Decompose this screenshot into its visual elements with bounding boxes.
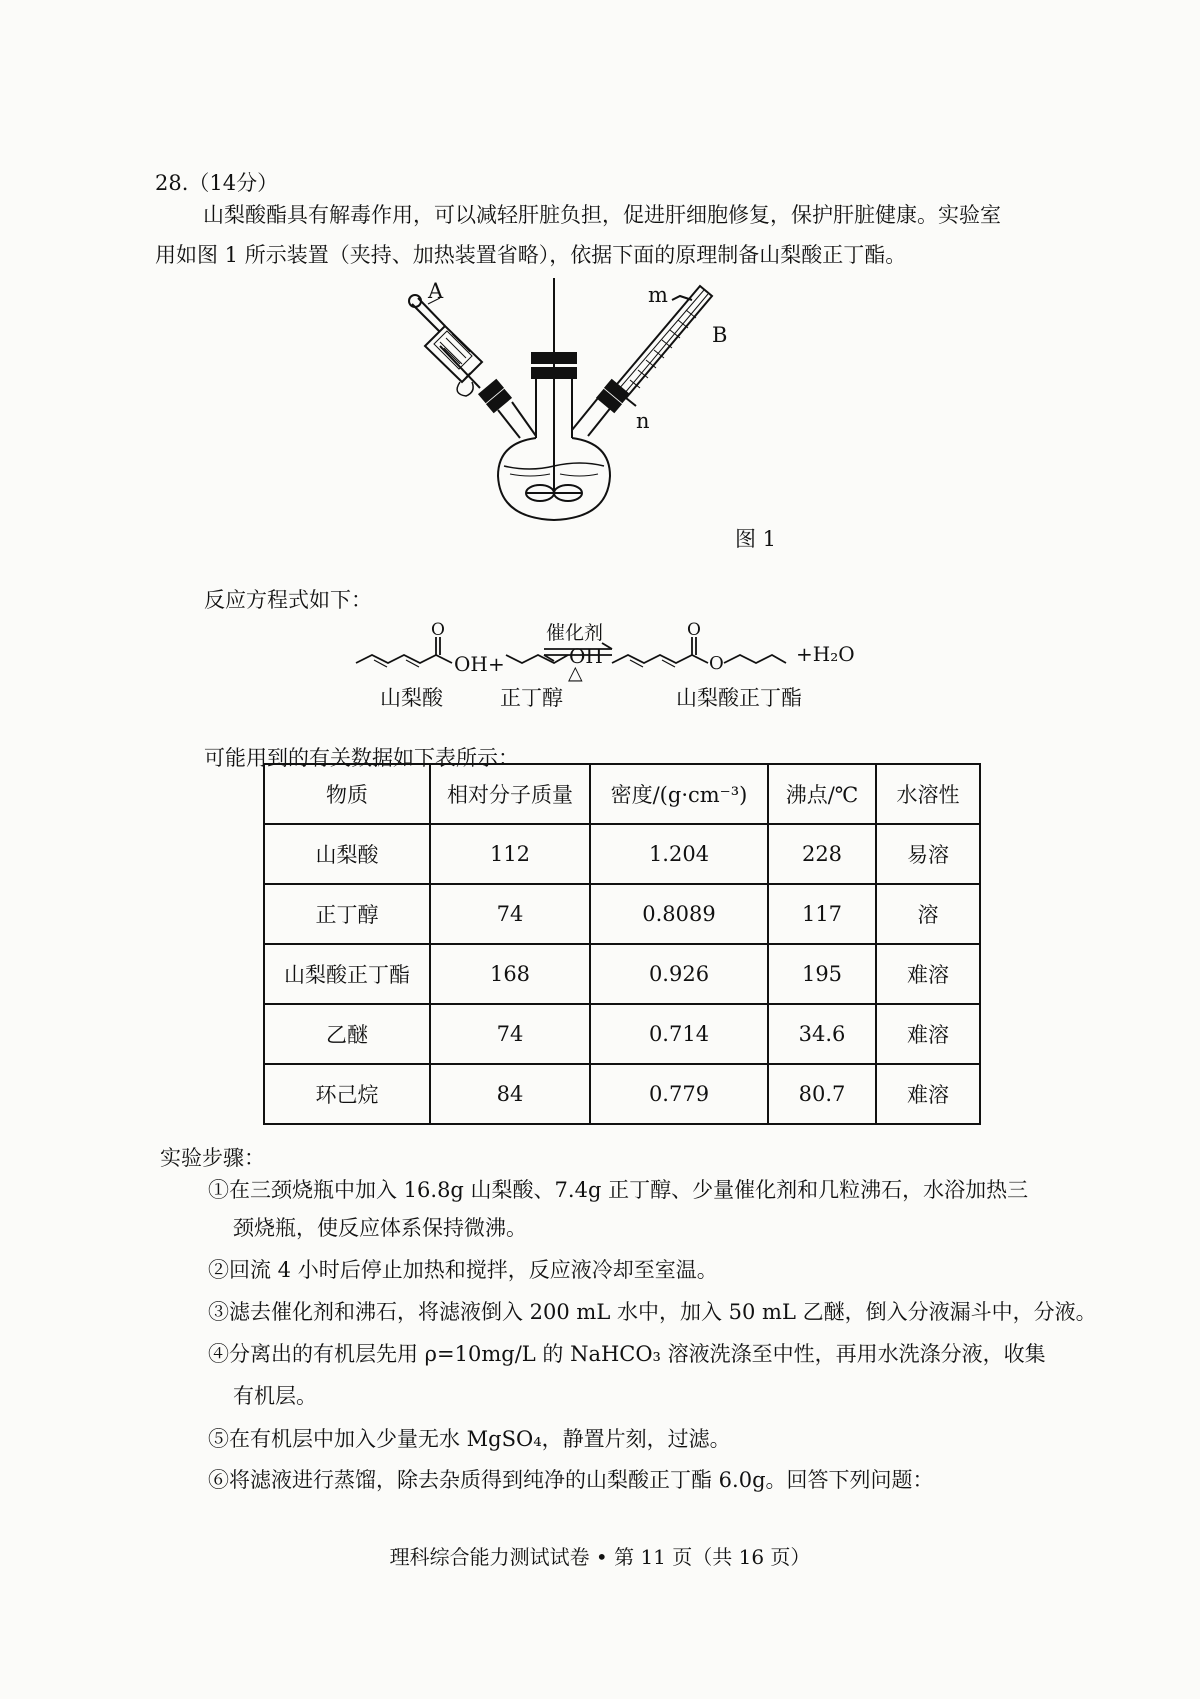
intro-line-2: 用如图 1 所示装置（夹持、加热装置省略），依据下面的原理制备山梨酸正丁酯。 — [155, 243, 907, 267]
cell: 74 — [430, 884, 590, 944]
ester-chain — [612, 655, 708, 663]
table-row — [264, 944, 980, 1004]
alcohol-oh: OH — [569, 644, 603, 668]
question-header — [155, 168, 278, 198]
equation-label: 反应方程式如下： — [204, 588, 372, 612]
reaction-equation — [350, 615, 910, 720]
carbonyl-o-2: O — [687, 620, 701, 640]
label-b: B — [712, 323, 728, 347]
butanol-chain — [506, 655, 568, 663]
right-neck — [572, 380, 629, 436]
cell: 难溶 — [876, 1004, 980, 1064]
step-6: ⑥将滤液进行蒸馏，除去杂质得到纯净的山梨酸正丁酯 6.0g。回答下列问题： — [208, 1468, 934, 1492]
ester-o: O — [709, 653, 724, 674]
apparatus-diagram — [400, 278, 740, 528]
carbonyl-o-1: O — [431, 620, 445, 640]
cell: 难溶 — [876, 1064, 980, 1124]
cell: 乙醚 — [264, 1004, 430, 1064]
header-density: 密度/(g·cm⁻³) — [590, 764, 768, 824]
page-footer: 理科综合能力测试试卷 • 第 11 页（共 16 页） — [389, 1545, 811, 1569]
data-table — [263, 763, 981, 1125]
header-boiling-point: 沸点/℃ — [768, 764, 876, 824]
cell: 168 — [430, 944, 590, 1004]
step-3: ③滤去催化剂和沸石，将滤液倒入 200 mL 水中，加入 50 mL 乙醚，倒入分液漏斗中，分液。 — [208, 1300, 1097, 1324]
cell: 溶 — [876, 884, 980, 944]
intro-line-1: 山梨酸酯具有解毒作用，可以减轻肝脏负担，促进肝细胞修复，保护肝脏健康。实验室 — [203, 203, 1001, 227]
table-row — [264, 1064, 980, 1124]
cell: 环己烷 — [264, 1064, 430, 1124]
water-product: +H₂O — [796, 642, 855, 666]
label-a: A — [428, 279, 444, 303]
cell: 80.7 — [768, 1064, 876, 1124]
cell: 易溶 — [876, 824, 980, 884]
butyl-chain — [724, 655, 786, 663]
label-m: m — [648, 283, 668, 307]
heat-symbol: △ — [568, 662, 583, 684]
figure-caption: 图 1 — [735, 527, 777, 551]
table-row — [264, 884, 980, 944]
header-solubility: 水溶性 — [876, 764, 980, 824]
name-butanol: 正丁醇 — [500, 686, 563, 710]
steps-label: 实验步骤： — [160, 1146, 265, 1170]
catalyst-label: 催化剂 — [546, 622, 604, 644]
cell: 1.204 — [590, 824, 768, 884]
question-score: （14分） — [188, 171, 279, 195]
cell: 山梨酸 — [264, 824, 430, 884]
cell: 84 — [430, 1064, 590, 1124]
table-label: 可能用到的有关数据如下表所示： — [204, 746, 519, 770]
label-n: n — [636, 409, 650, 433]
step-4: ④分离出的有机层先用 ρ=10mg/L 的 NaHCO₃ 溶液洗涤至中性，再用水洗涤分液，收集 — [208, 1342, 1046, 1366]
water-separator-a — [409, 295, 482, 396]
name-butyl-sorbate: 山梨酸正丁酯 — [676, 686, 802, 710]
cell: 195 — [768, 944, 876, 1004]
plus-sign: + — [488, 652, 505, 676]
cell: 117 — [768, 884, 876, 944]
question-number: 28. — [155, 171, 189, 195]
left-neck — [479, 380, 536, 438]
table-row — [264, 1004, 980, 1064]
step-4-continued: 有机层。 — [233, 1384, 317, 1408]
table-header-row — [264, 764, 980, 824]
cell: 难溶 — [876, 944, 980, 1004]
cell: 0.714 — [590, 1004, 768, 1064]
cell: 228 — [768, 824, 876, 884]
sorbic-acid-chain — [356, 655, 452, 663]
name-sorbic-acid: 山梨酸 — [380, 686, 443, 710]
cell: 34.6 — [768, 1004, 876, 1064]
cell: 0.779 — [590, 1064, 768, 1124]
step-1: ①在三颈烧瓶中加入 16.8g 山梨酸、7.4g 正丁醇、少量催化剂和几粒沸石，水浴加热三 — [208, 1178, 1029, 1202]
header-substance: 物质 — [264, 764, 430, 824]
cell: 112 — [430, 824, 590, 884]
cell: 0.8089 — [590, 884, 768, 944]
step-2: ②回流 4 小时后停止加热和搅拌，反应液冷却至室温。 — [208, 1258, 718, 1282]
header-molar-mass: 相对分子质量 — [430, 764, 590, 824]
cell: 正丁醇 — [264, 884, 430, 944]
cell: 山梨酸正丁酯 — [264, 944, 430, 1004]
table-row — [264, 824, 980, 884]
acid-oh: OH — [454, 652, 488, 676]
cell: 0.926 — [590, 944, 768, 1004]
step-5: ⑤在有机层中加入少量无水 MgSO₄，静置片刻，过滤。 — [208, 1427, 731, 1451]
step-1-continued: 颈烧瓶，使反应体系保持微沸。 — [233, 1216, 527, 1240]
cell: 74 — [430, 1004, 590, 1064]
